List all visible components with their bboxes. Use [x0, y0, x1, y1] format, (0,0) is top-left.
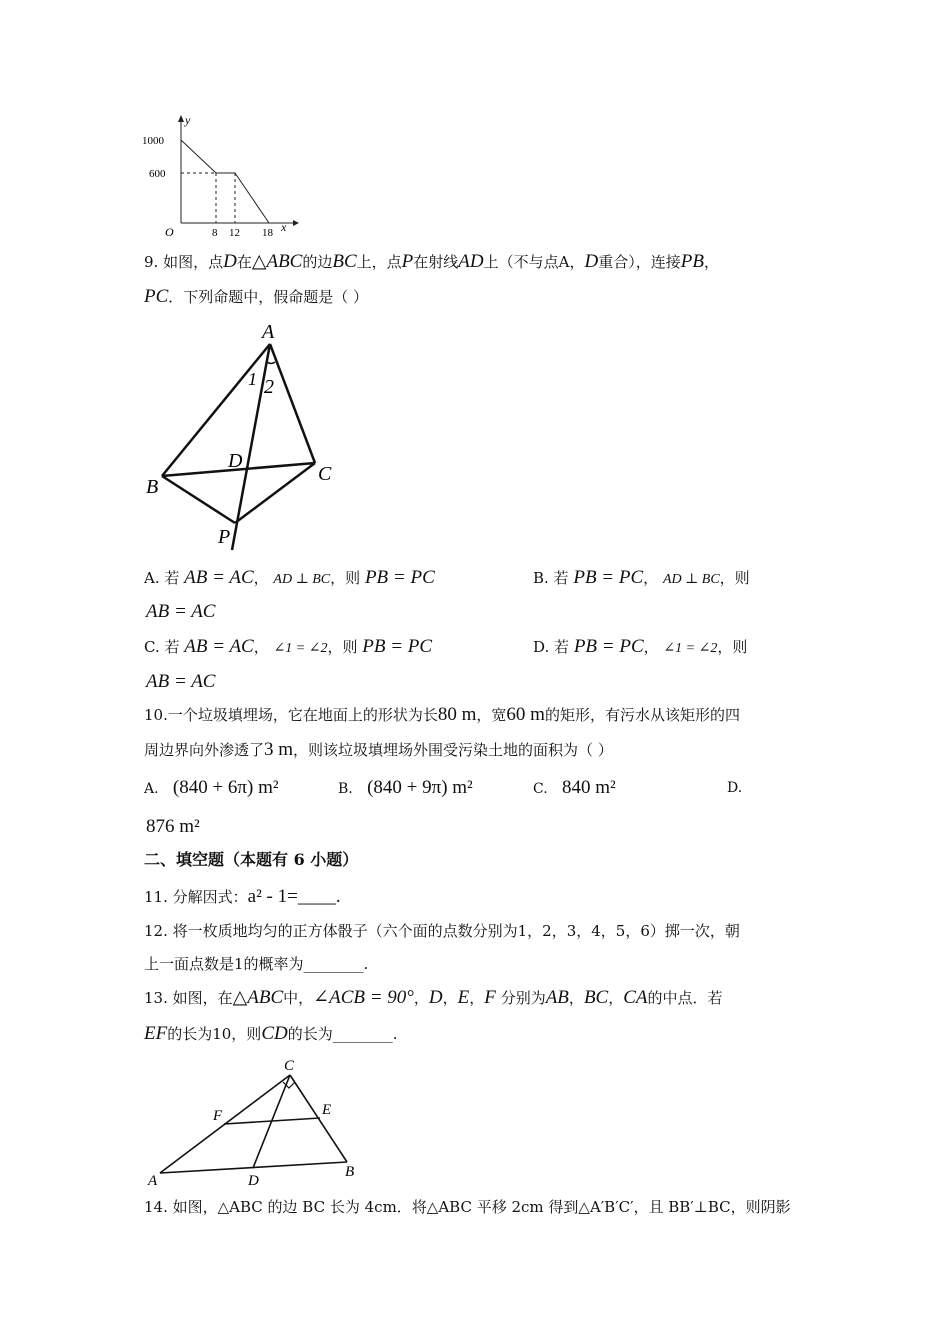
q9-option-d-result: AB = AC	[146, 671, 216, 692]
x-axis-label: x	[281, 220, 287, 234]
q9-option-c: C. 若 AB = AC， ∠1 = ∠2，则 PB = PC	[144, 636, 433, 657]
x-tick-12: 12	[229, 227, 240, 239]
q9-option-b-result: AB = AC	[146, 601, 216, 622]
origin-label: O	[165, 225, 174, 239]
q9-triangle-figure	[140, 318, 350, 558]
q13-stem-line1: 13. 如图，在△ABC中，∠ACB = 90°，D，E，F 分别为AB，BC，CA的中点．若	[144, 987, 723, 1008]
q8-distance-graph	[135, 110, 305, 240]
q12-line1: 12. 将一枚质地均匀的正方体骰子（六个面的点数分别为1，2，3，4，5，6）掷一次，朝	[144, 922, 740, 940]
x-tick-8: 8	[212, 227, 218, 239]
label-angle-1: 1	[248, 369, 257, 389]
label-B: B	[146, 476, 159, 498]
y-tick-600: 600	[149, 168, 166, 180]
q9-option-d: D. 若 PB = PC， ∠1 = ∠2，则	[533, 636, 748, 657]
q14-line1: 14. 如图，△ABC 的边 BC 长为 4cm．将△ABC 平移 2cm 得到△A′B′C′，且 BB′⊥BC，则阴影	[144, 1198, 791, 1216]
label-D: D	[228, 450, 243, 472]
q10-stem-line2: 周边界向外渗透了3 m，则该垃圾填埋场外围受污染土地的面积为（ ）	[144, 739, 613, 760]
label-A: A	[148, 1173, 158, 1189]
label-angle-2: 2	[264, 376, 274, 398]
y-tick-1000: 1000	[142, 135, 164, 147]
label-B: B	[345, 1164, 355, 1180]
q10-option-d: D.	[727, 780, 743, 796]
q13-stem-line2: EF的长为10，则CD的长为________.	[144, 1023, 398, 1044]
label-E: E	[322, 1102, 332, 1118]
label-C: C	[318, 463, 332, 485]
q9-option-a: A. 若 AB = AC， AD ⊥ BC，则 PB = PC	[144, 567, 435, 588]
q13-triangle-figure	[140, 1052, 380, 1192]
label-A: A	[262, 321, 275, 343]
q9-stem-line2: PC．下列命题中，假命题是（ ）	[144, 286, 369, 307]
section-heading: 二、填空题（本题有 6 小题）	[144, 850, 359, 869]
q11-stem: 11. 分解因式：a² - 1=____.	[144, 886, 341, 907]
q10-option-d-value: 876 m²	[146, 816, 200, 837]
label-C: C	[284, 1058, 295, 1074]
label-D: D	[248, 1173, 259, 1189]
y-axis-label: y	[185, 113, 191, 127]
q12-line2: 上一面点数是1的概率为________.	[144, 955, 369, 973]
x-tick-18: 18	[262, 227, 273, 239]
label-P: P	[218, 526, 231, 548]
q10-stem-line1: 10.一个垃圾填埋场，它在地面上的形状为长80 m，宽60 m的矩形，有污水从该矩形的四	[144, 704, 740, 725]
q10-option-a: A. (840 + 6π) m²	[144, 777, 279, 798]
label-F: F	[213, 1108, 223, 1124]
q9-option-b: B. 若 PB = PC， AD ⊥ BC，则	[533, 567, 750, 588]
q10-option-c: C. 840 m²	[533, 777, 616, 798]
q10-option-b: B. (840 + 9π) m²	[338, 777, 473, 798]
q9-stem-line1: 9. 如图，点D在△ABC的边BC上，点P在射线AD上（不与点A，D重合），连接PB，	[144, 251, 719, 272]
